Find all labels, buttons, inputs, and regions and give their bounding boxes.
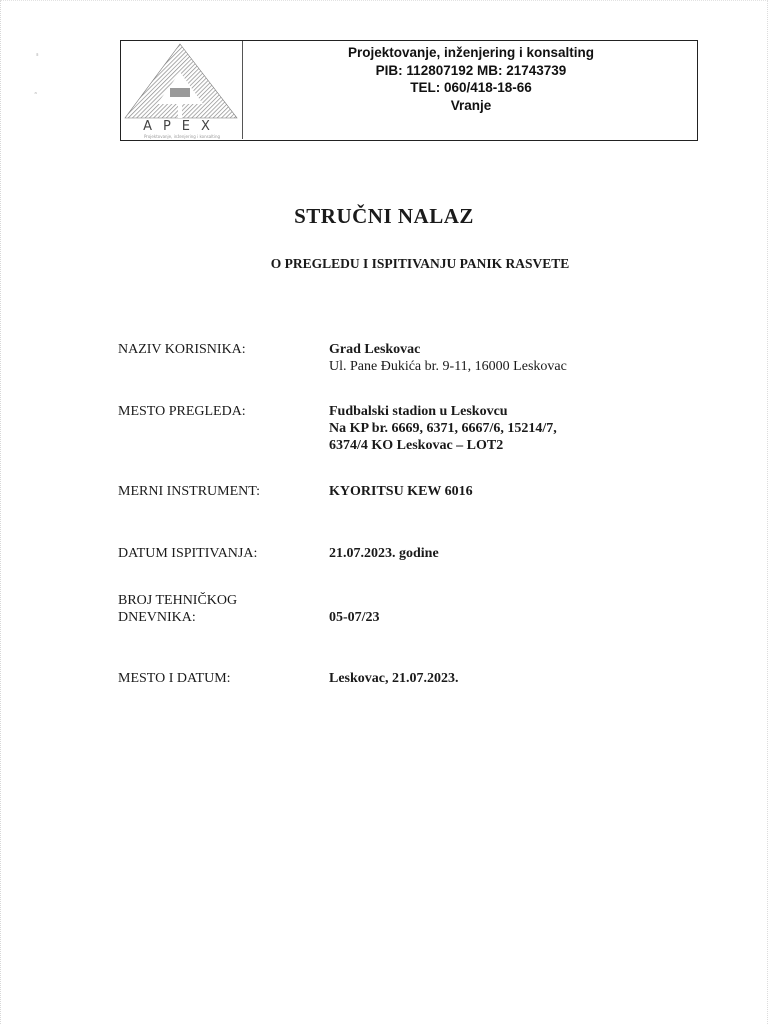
company-ids: PIB: 112807192 MB: 21743739 — [375, 62, 567, 78]
log-number-value: 05-07/23 — [329, 610, 380, 625]
inspection-place-value — [329, 403, 709, 454]
inspection-place-label: MESTO PREGLEDA: — [118, 404, 246, 419]
scan-speck: ˜ — [34, 92, 38, 100]
company-city: Vranje — [450, 97, 492, 113]
user-address: Ul. Pane Đukića br. 9-11, 16000 Leskovac — [329, 359, 567, 374]
test-date-label: DATUM ISPITIVANJA: — [118, 546, 258, 561]
log-number-label — [118, 592, 237, 626]
instrument-value: KYORITSU KEW 6016 — [329, 484, 473, 499]
logo-tagline: Projektovanje, inženjering i konsalting — [143, 134, 221, 139]
instrument-label: MERNI INSTRUMENT: — [118, 484, 261, 499]
test-date-value: 21.07.2023. godine — [329, 546, 439, 561]
place-date-value: Leskovac, 21.07.2023. — [329, 671, 459, 686]
user-name-value — [329, 341, 709, 375]
place-date-label: MESTO I DATUM: — [118, 671, 231, 686]
log-number-label-line: DNEVNIKA: — [118, 610, 196, 625]
logo-wordmark: APEX — [143, 119, 221, 134]
company-phone: TEL: 060/418-18-66 — [410, 80, 532, 95]
company-activity: Projektovanje, inženjering i konsalting — [347, 45, 595, 60]
document-title: STRUČNI NALAZ — [294, 204, 474, 228]
inspection-place-line: Fudbalski stadion u Leskovcu — [329, 404, 508, 419]
user-name-label: NAZIV KORISNIKA: — [118, 342, 246, 357]
apex-logo-icon — [123, 42, 241, 122]
scan-speck: ˢ — [36, 52, 39, 60]
document-subtitle: O PREGLEDU I ISPITIVANJU PANIK RASVETE — [270, 256, 570, 271]
inspection-place-line: 6374/4 KO Leskovac – LOT2 — [329, 438, 504, 453]
log-number-label-line: BROJ TEHNIČKOG — [118, 593, 238, 608]
inspection-place-line: Na KP br. 6669, 6371, 6667/6, 15214/7, — [329, 421, 557, 436]
letterhead-box — [120, 40, 698, 141]
user-name: Grad Leskovac — [329, 342, 421, 357]
company-details — [245, 44, 697, 114]
company-logo — [121, 41, 243, 139]
